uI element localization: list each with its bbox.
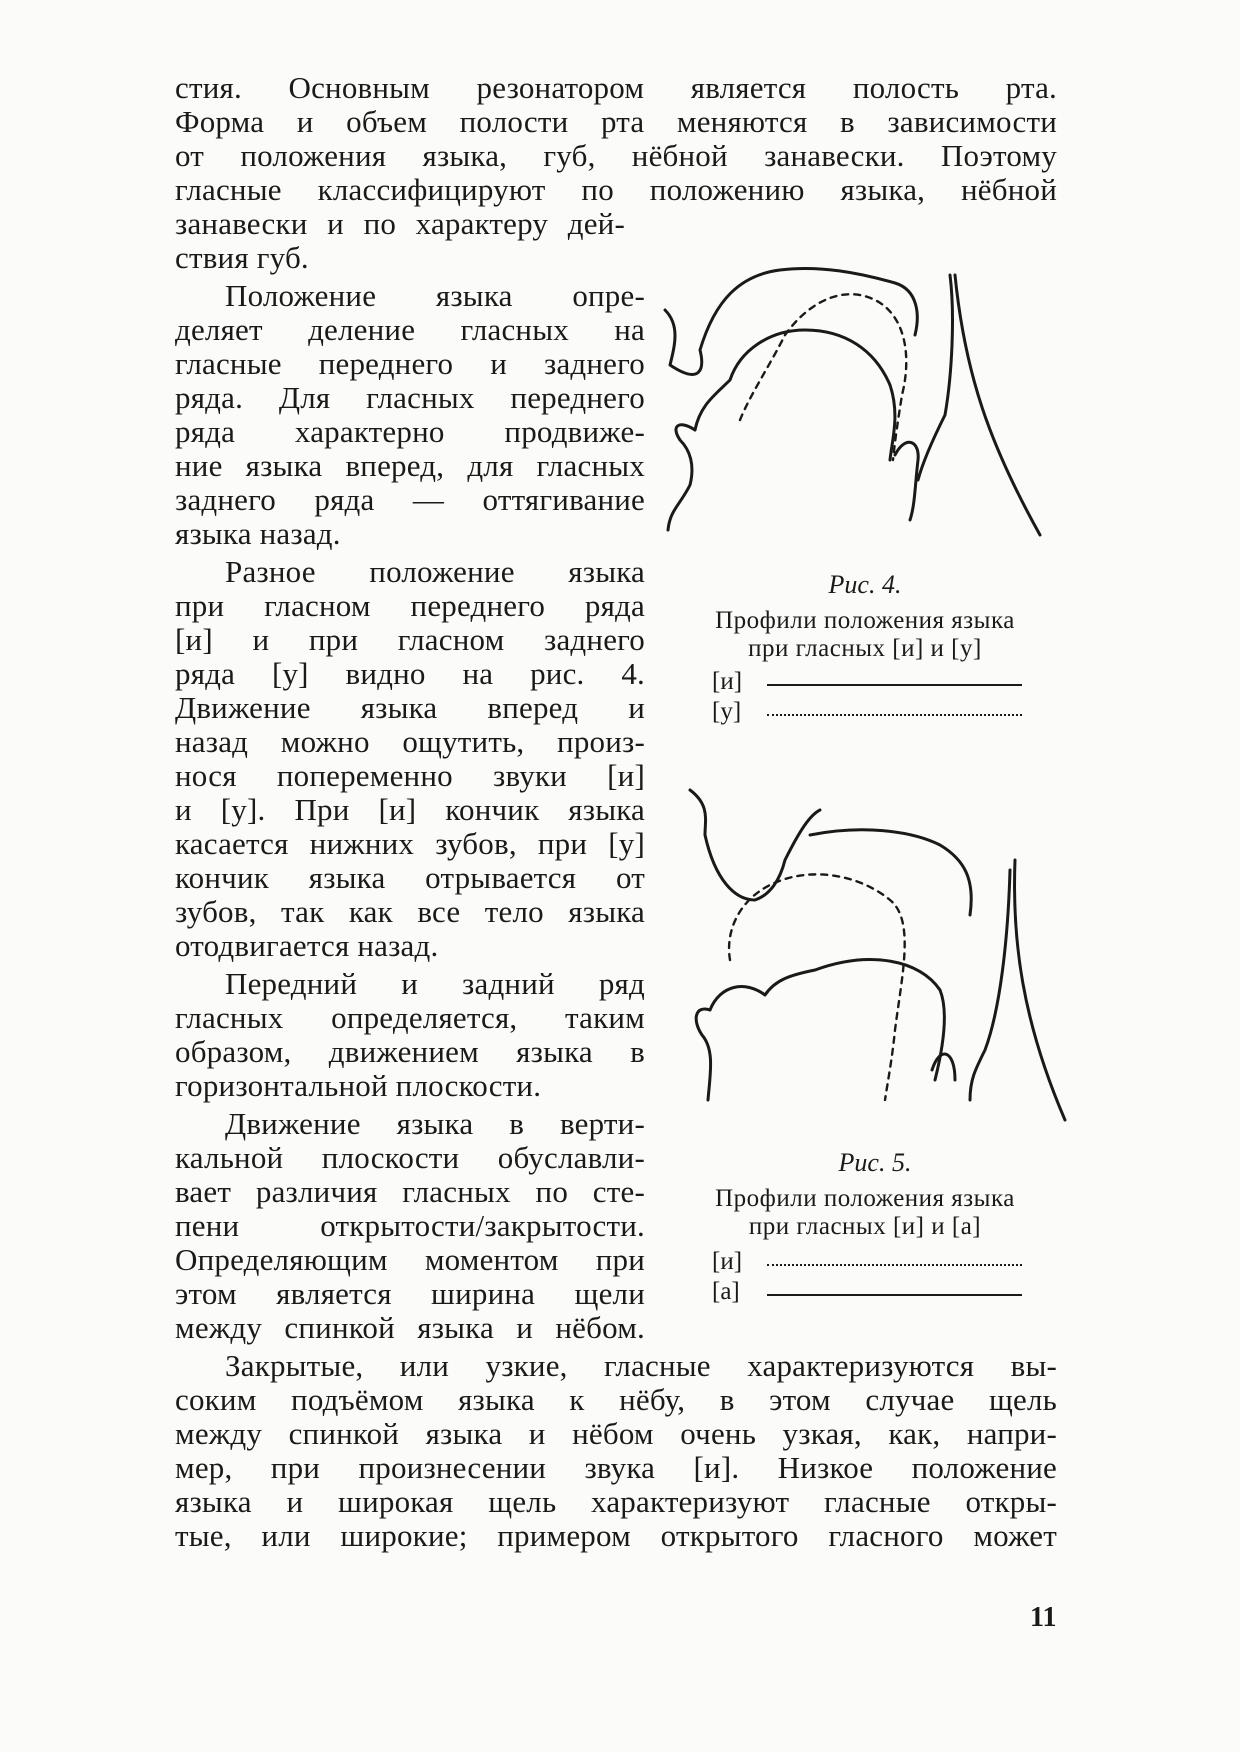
- text-line: языка назад.: [175, 516, 341, 551]
- legend-dotted-line: [767, 714, 1022, 716]
- figure-5-drawing: [670, 780, 1070, 1130]
- text-line: ряда [у] видно на рис. 4.: [175, 656, 645, 691]
- text-line: гласные переднего и заднего: [175, 346, 645, 381]
- text-line: гласные классифицируют по положению языка, нёбной: [175, 172, 1057, 207]
- legend-dotted-line: [767, 1264, 1022, 1266]
- text-line: Закрытые, или узкие, гласные характеризуются вы-: [225, 1348, 1057, 1383]
- text-line: горизонтальной плоскости.: [175, 1068, 542, 1103]
- text-line: языка и широкая щель характеризуют гласные откры-: [175, 1484, 1057, 1519]
- text-line: между спинкой языка и нёбом очень узкая, как, напри-: [175, 1416, 1057, 1451]
- text-line: от положения языка, губ, нёбной занавески. Поэтому: [175, 138, 1057, 173]
- text-line: заднего ряда — оттягивание: [175, 482, 645, 517]
- text-line: ряда. Для гласных переднего: [175, 380, 645, 415]
- figure-4-drawing: [660, 255, 1080, 555]
- text-line: отодвигается назад.: [175, 928, 439, 963]
- figure-5-caption-line: Профили положения языка: [715, 1185, 1015, 1212]
- text-line: зубов, так как все тело языка: [175, 894, 645, 929]
- legend-solid-line: [767, 1294, 1022, 1296]
- text-line: Разное положение языка: [225, 554, 645, 589]
- text-line: между спинкой языка и нёбом.: [175, 1310, 645, 1345]
- text-line: образом, движением языка в: [175, 1034, 645, 1069]
- text-line: Определяющим моментом при: [175, 1242, 645, 1277]
- text-line: Форма и объем полости рта меняются в зависимости: [175, 104, 1057, 139]
- text-line: касается нижних зубов, при [у]: [175, 826, 645, 861]
- legend-symbol: [у]: [712, 698, 742, 725]
- text-line: ствия губ.: [175, 240, 309, 275]
- legend-solid-line: [767, 684, 1022, 686]
- figure-4-caption-line: при гласных [и] и [у]: [748, 635, 982, 662]
- text-line: и [у]. При [и] кончик языка: [175, 792, 645, 827]
- text-line: ряда характерно продвиже-: [175, 414, 645, 449]
- text-line: этом является ширина щели: [175, 1276, 645, 1311]
- legend-symbol: [и]: [712, 668, 743, 695]
- text-line: кончик языка отрывается от: [175, 860, 645, 895]
- text-line: ние языка вперед, для гласных: [175, 448, 645, 483]
- figure-4-title: Рис. 4.: [828, 570, 902, 599]
- legend-symbol: [и]: [712, 1248, 743, 1275]
- text-line: тые, или широкие; примером открытого гласного может: [175, 1518, 1057, 1553]
- text-line: мер, при произнесении звука [и]. Низкое положение: [175, 1450, 1057, 1485]
- figure-5-caption-line: при гласных [и] и [а]: [748, 1213, 982, 1240]
- text-line: [и] и при гласном заднего: [175, 622, 645, 657]
- text-line: стия. Основным резонатором является полость рта.: [175, 70, 1057, 105]
- text-line: нося попеременно звуки [и]: [175, 758, 645, 793]
- text-line: вает различия гласных по сте-: [175, 1174, 645, 1209]
- text-line: Движение языка в верти-: [225, 1106, 645, 1141]
- text-line: гласных определяется, таким: [175, 1000, 645, 1035]
- text-line: соким подъёмом языка к нёбу, в этом случае щель: [175, 1382, 1057, 1417]
- text-line: пени открытости/закрытости.: [175, 1208, 645, 1243]
- legend-symbol: [а]: [712, 1278, 740, 1305]
- text-line: назад можно ощутить, произ-: [175, 724, 645, 759]
- text-line: Передний и задний ряд: [225, 966, 645, 1001]
- text-line: занавески и по характеру дей-: [175, 206, 625, 241]
- text-line: деляет деление гласных на: [175, 312, 645, 347]
- figure-4-caption-line: Профили положения языка: [715, 607, 1015, 634]
- text-line: Положение языка опре-: [225, 278, 645, 313]
- text-line: Движение языка вперед и: [175, 690, 645, 725]
- page-number: 11: [1030, 1602, 1057, 1633]
- figure-5-title: Рис. 5.: [838, 1148, 912, 1177]
- text-line: кальной плоскости обуславли-: [175, 1140, 645, 1175]
- text-line: при гласном переднего ряда: [175, 588, 645, 623]
